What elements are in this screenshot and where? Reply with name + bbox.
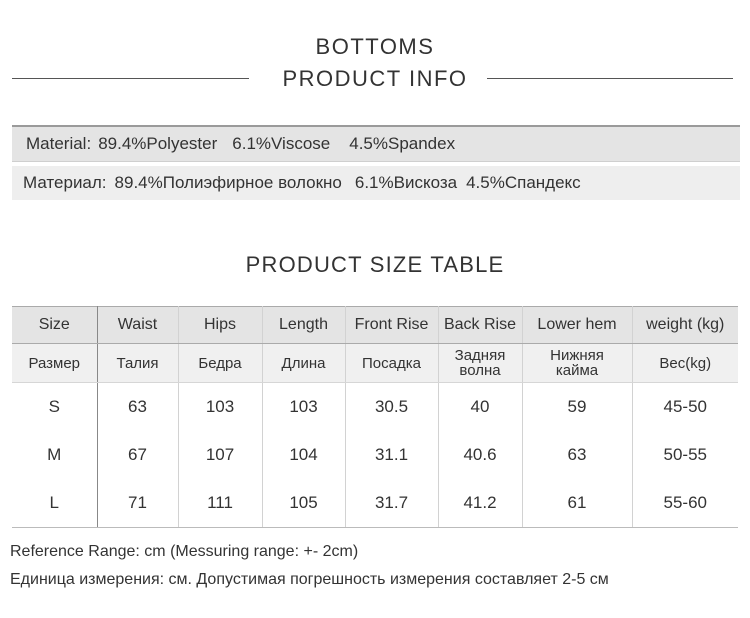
table-cell: 41.2	[438, 479, 522, 528]
header-cell: Lower hem	[522, 307, 632, 344]
header-cell: Waist	[97, 307, 178, 344]
table-cell: M	[12, 431, 97, 479]
table-cell: 40	[438, 383, 522, 432]
size-table-title: PRODUCT SIZE TABLE	[245, 252, 505, 277]
header-cell: Талия	[97, 344, 178, 383]
material-item: 89.4%Polyester	[98, 134, 218, 153]
table-cell: 63	[522, 431, 632, 479]
header-cell-text: Задняя волна	[454, 347, 506, 379]
header-cell: Размер	[12, 344, 97, 383]
table-row	[12, 383, 738, 432]
table-row	[12, 479, 738, 528]
section-subtitle: PRODUCT INFO	[282, 66, 468, 91]
header-row-en	[12, 307, 738, 344]
table-cell: 107	[178, 431, 262, 479]
table-row	[12, 431, 738, 479]
table-cell: 31.7	[345, 479, 438, 528]
material-item: 6.1%Viscose	[232, 134, 331, 153]
table-cell: 104	[262, 431, 345, 479]
material-item: 89.4%Полиэфирное волокно	[114, 173, 342, 192]
table-cell: 105	[262, 479, 345, 528]
table-cell: 71	[97, 479, 178, 528]
table-cell: 50-55	[663, 445, 707, 464]
material-label-ru: Материал:	[23, 173, 107, 192]
header-cell: weight (kg)	[632, 307, 738, 344]
table-cell: 40.6	[438, 431, 522, 479]
header-cell: Back Rise	[438, 307, 522, 344]
header-cell: Front Rise	[345, 307, 438, 344]
header-cell: Length	[262, 307, 345, 344]
table-cell: L	[12, 479, 97, 528]
header-cell	[438, 344, 522, 383]
material-item: 4.5%Спандекс	[466, 173, 581, 192]
header-cell	[522, 344, 632, 383]
table-cell: 61	[522, 479, 632, 528]
material-item: 6.1%Вискоза	[354, 173, 458, 192]
header-cell: Длина	[262, 344, 345, 383]
table-cell: 30.5	[345, 383, 438, 432]
material-label-en: Material:	[26, 134, 92, 153]
header-cell: Hips	[178, 307, 262, 344]
table-cell: 67	[97, 431, 178, 479]
section-title: BOTTOMS	[315, 34, 435, 59]
table-cell: 45-50	[663, 397, 707, 416]
table-cell: 103	[178, 383, 262, 432]
material-row-en	[12, 125, 740, 162]
reference-note-en: Reference Range: cm (Messuring range: +- 2cm)	[10, 543, 359, 560]
divider-right	[487, 78, 733, 79]
table-cell: 59	[522, 383, 632, 432]
header-row-ru	[12, 344, 738, 383]
header-cell: Size	[12, 307, 97, 344]
table-cell: 63	[97, 383, 178, 432]
table-cell: 31.1	[345, 431, 438, 479]
header-cell-text: Нижняя кайма	[550, 347, 604, 379]
material-item: 4.5%Spandex	[349, 134, 456, 153]
table-cell: S	[12, 383, 97, 432]
table-cell: 111	[178, 479, 262, 528]
header-cell: Бедра	[178, 344, 262, 383]
table-cell: 103	[262, 383, 345, 432]
size-table	[12, 306, 738, 528]
table-cell: 55-60	[632, 479, 738, 528]
material-row-ru	[12, 166, 740, 200]
header-cell: Посадка	[345, 344, 438, 383]
header-cell: Вес(kg)	[632, 344, 738, 383]
reference-note-ru: Единица измерения: см. Допустимая погрешность измерения составляет 2-5 см	[10, 571, 609, 588]
